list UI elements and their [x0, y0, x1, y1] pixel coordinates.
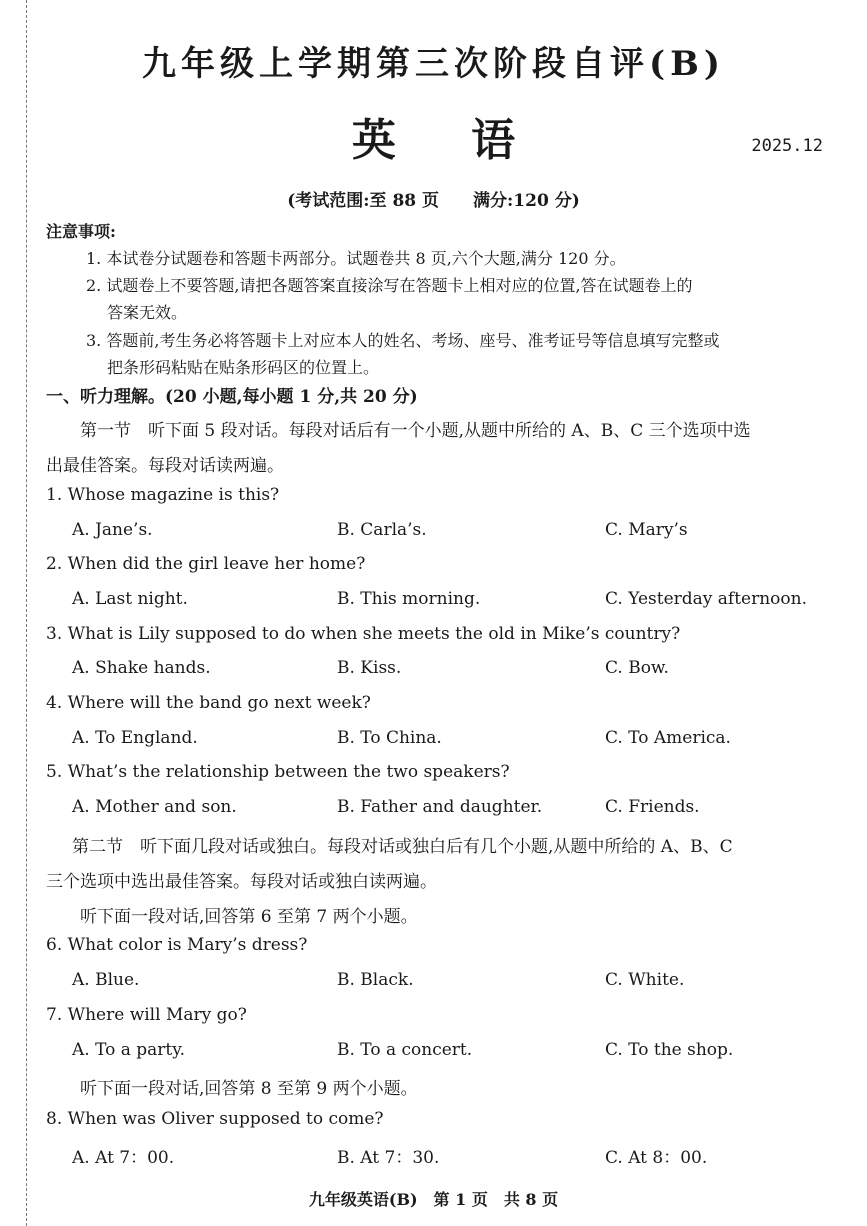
question-3-option-c: C. Bow. — [605, 658, 669, 678]
question-1-option-a: A. Jane’s. — [72, 520, 153, 540]
question-7-option-c: C. To the shop. — [605, 1040, 734, 1060]
question-3-option-a: A. Shake hands. — [72, 658, 211, 678]
question-6-option-b: B. Black. — [337, 970, 414, 990]
question-8-option-c: C. At 8：00. — [605, 1148, 708, 1168]
dialogue-instruction-8-9: 听下面一段对话,回答第 8 至第 9 两个小题。 — [80, 1079, 418, 1099]
notice-item-2-line-1: 2. 试题卷上不要答题,请把各题答案直接涂写在答题卡上相对应的位置,答在试题卷上的 — [86, 276, 693, 295]
question-8: 8. When was Oliver supposed to come? — [46, 1109, 384, 1129]
question-2-option-c: C. Yesterday afternoon. — [605, 589, 807, 609]
question-6-option-a: A. Blue. — [72, 970, 140, 990]
part-1-instruction-line-2: 出最佳答案。每段对话读两遍。 — [46, 456, 284, 476]
question-1-option-b: B. Carla’s. — [337, 520, 427, 540]
question-1-option-c: C. Mary’s — [605, 520, 688, 540]
notice-heading: 注意事项: — [46, 222, 116, 241]
question-5-option-c: C. Friends. — [605, 797, 700, 817]
notice-item-1: 1. 本试卷分试题卷和答题卡两部分。试题卷共 8 页,六个大题,满分 120 分。 — [86, 249, 626, 268]
question-7: 7. Where will Mary go? — [46, 1005, 247, 1025]
question-6: 6. What color is Mary’s dress? — [46, 935, 308, 955]
question-3: 3. What is Lily supposed to do when she meets the old in Mike’s country? — [46, 624, 681, 644]
question-6-option-c: C. White. — [605, 970, 685, 990]
question-7-option-a: A. To a party. — [72, 1040, 186, 1060]
part-2-instruction-line-1: 第二节 听下面几段对话或独白。每段对话或独白后有几个小题,从题中所给的 A、B、C — [72, 837, 733, 857]
notice-item-3-line-2: 把条形码粘贴在贴条形码区的位置上。 — [107, 358, 380, 377]
page-footer: 九年级英语(B) 第 1 页 共 8 页 — [308, 1190, 559, 1209]
question-8-option-a: A. At 7：00. — [72, 1148, 175, 1168]
exam-date: 2025.12 — [751, 136, 823, 156]
question-8-option-b: B. At 7：30. — [337, 1148, 440, 1168]
question-4: 4. Where will the band go next week? — [46, 693, 371, 713]
question-7-option-b: B. To a concert. — [337, 1040, 473, 1060]
question-2-option-a: A. Last night. — [72, 589, 188, 609]
part-1-instruction-line-1: 第一节 听下面 5 段对话。每段对话后有一个小题,从题中所给的 A、B、C 三个选项中选 — [80, 421, 751, 441]
notice-item-2-line-2: 答案无效。 — [107, 303, 188, 322]
question-4-option-c: C. To America. — [605, 728, 731, 748]
notice-item-3-line-1: 3. 答题前,考生务必将答题卡上对应本人的姓名、考场、座号、准考证号等信息填写完整或 — [86, 331, 720, 350]
subject-title: 英 语 — [351, 115, 546, 166]
question-5-option-a: A. Mother and son. — [72, 797, 237, 817]
question-2: 2. When did the girl leave her home? — [46, 554, 366, 574]
question-4-option-b: B. To China. — [337, 728, 442, 748]
binding-dashed-line — [26, 0, 27, 1226]
question-5-option-b: B. Father and daughter. — [337, 797, 543, 817]
question-1: 1. Whose magazine is this? — [46, 485, 280, 505]
section-1-heading: 一、听力理解。(20 小题,每小题 1 分,共 20 分) — [46, 387, 418, 407]
exam-title: 九年级上学期第三次阶段自评(B) — [142, 44, 725, 84]
part-2-instruction-line-2: 三个选项中选出最佳答案。每段对话或独白读两遍。 — [46, 872, 437, 892]
question-3-option-b: B. Kiss. — [337, 658, 402, 678]
question-2-option-b: B. This morning. — [337, 589, 481, 609]
question-4-option-a: A. To England. — [72, 728, 198, 748]
question-5: 5. What’s the relationship between the two speakers? — [46, 762, 510, 782]
exam-scope: (考试范围:至 88 页 满分:120 分) — [287, 191, 580, 211]
dialogue-instruction-6-7: 听下面一段对话,回答第 6 至第 7 两个小题。 — [80, 907, 418, 927]
